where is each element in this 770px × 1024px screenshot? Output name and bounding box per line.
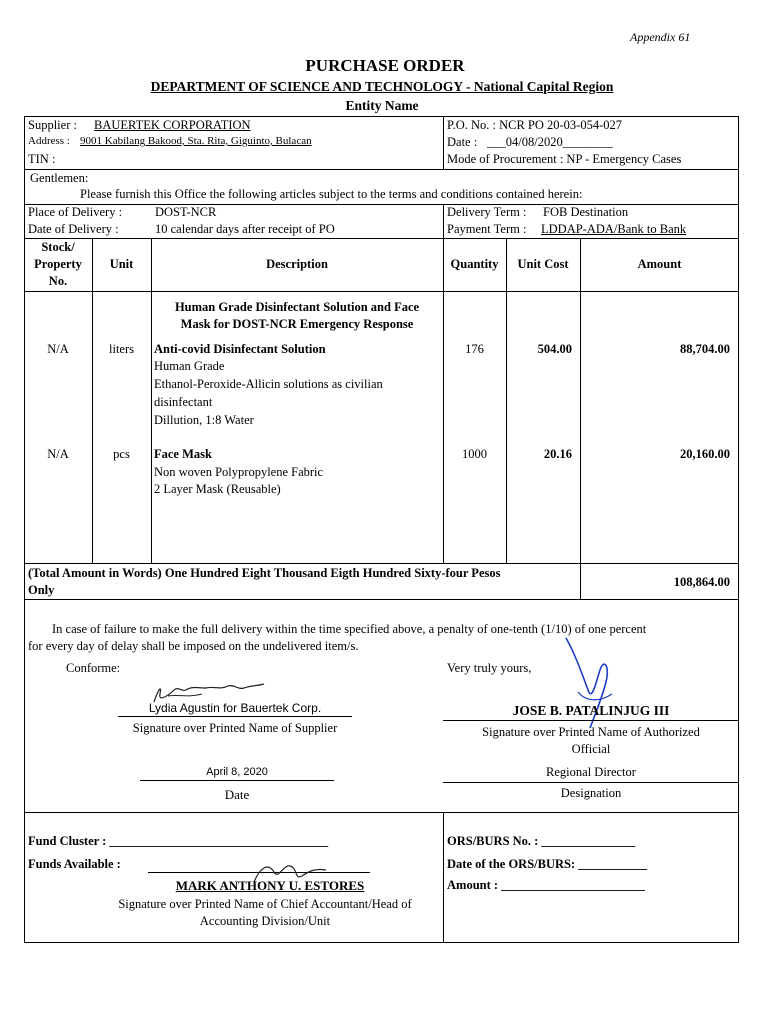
header-description: Description (266, 257, 328, 271)
ors-amount: Amount : _______________________ (447, 878, 645, 892)
supplier-label: Supplier : (28, 118, 77, 132)
payment-term-value: LDDAP-ADA/Bank to Bank (541, 222, 687, 236)
official-name: JOSE B. PATALINJUG III (512, 703, 670, 718)
tin-label: TIN : (28, 152, 56, 166)
penalty-text-1: In case of failure to make the full delivery within the time specified above, a penalty of one-tenth (1/10) of one percent (52, 622, 647, 636)
document-title: PURCHASE ORDER (305, 56, 465, 75)
department-name: DEPARTMENT OF SCIENCE AND TECHNOLOGY - National Capital Region (150, 79, 614, 94)
supplier-address: 9001 Kabilang Bakood, Sta. Rita, Giguinto, Bulacan (80, 135, 312, 147)
accountant-caption-1: Signature over Printed Name of Chief Accountant/Head of (118, 897, 412, 911)
po-date-label: Date : (447, 135, 478, 149)
supplier-printed-name: Lydia Agustin for Bauertek Corp. (148, 701, 322, 715)
item-1-detail: Dillution, 1:8 Water (154, 413, 254, 427)
delivery-term-value: FOB Destination (543, 205, 629, 219)
item-1-unit-cost: 504.00 (537, 342, 572, 356)
item-2-unit-cost: 20.16 (543, 447, 572, 461)
delivery-term-label: Delivery Term : (447, 205, 527, 219)
item-1-stock: N/A (47, 342, 69, 356)
accountant-name: MARK ANTHONY U. ESTORES (175, 878, 365, 893)
item-1-unit: liters (109, 342, 134, 356)
po-number: P.O. No. : NCR PO 20-03-054-027 (447, 118, 623, 132)
accountant-caption-2: Accounting Division/Unit (199, 914, 331, 928)
date-of-delivery-label: Date of Delivery : (28, 222, 119, 236)
description-heading-2: Mask for DOST-NCR Emergency Response (180, 317, 414, 331)
appendix-label: Appendix 61 (630, 30, 691, 44)
funds-available-label: Funds Available : (28, 857, 121, 871)
item-2-amount: 20,160.00 (680, 447, 730, 461)
designation-value: Regional Director (546, 765, 636, 779)
item-2-quantity: 1000 (462, 447, 487, 461)
supplier-date-caption: Date (224, 787, 250, 802)
header-amount: Amount (637, 257, 682, 271)
place-of-delivery-label: Place of Delivery : (28, 205, 123, 219)
item-1-amount: 88,704.00 (680, 342, 730, 356)
supplier-signature-caption: Signature over Printed Name of Supplier (132, 721, 338, 735)
header-stock-1: Stock/ (41, 240, 75, 254)
header-quantity: Quantity (450, 257, 499, 271)
supplier-date-value: April 8, 2020 (206, 766, 268, 778)
header-stock-2: Property (34, 257, 82, 271)
item-2-unit: pcs (113, 447, 130, 461)
item-1-detail: disinfectant (154, 395, 213, 409)
supplier-name: BAUERTEK CORPORATION (94, 118, 251, 132)
description-heading-1: Human Grade Disinfectant Solution and Face (174, 300, 420, 314)
address-label: Address : (28, 135, 70, 147)
instruction-text: Please furnish this Office the following articles subject to the terms and conditions contained herein: (80, 187, 583, 201)
po-date-value: ___04/08/2020________ (487, 135, 613, 149)
official-caption-1: Signature over Printed Name of Authorized (482, 725, 700, 739)
ors-burs-no: ORS/BURS No. : _______________ (447, 834, 636, 848)
item-1-quantity: 176 (465, 342, 484, 356)
entity-name: Entity Name (345, 98, 419, 113)
item-1-name: Anti-covid Disinfectant Solution (154, 342, 326, 356)
official-caption-2: Official (571, 742, 611, 756)
total-in-words-line-1: (Total Amount in Words) One Hundred Eight Thousand Eigth Hundred Sixty-four Pesos (28, 566, 501, 580)
conforme-label: Conforme: (66, 661, 121, 675)
item-2-stock: N/A (47, 447, 69, 461)
date-of-delivery-value: 10 calendar days after receipt of PO (155, 222, 335, 236)
header-unit: Unit (109, 257, 134, 271)
fund-cluster: Fund Cluster : ___________________________________ (28, 834, 329, 848)
procurement-mode: Mode of Procurement : NP - Emergency Cases (447, 152, 682, 166)
payment-term-label: Payment Term : (447, 222, 527, 236)
total-in-words-line-2: Only (28, 583, 55, 597)
item-1-detail: Human Grade (154, 359, 225, 373)
item-1-detail: Ethanol-Peroxide-Allicin solutions as civilian (154, 377, 383, 391)
item-2-name: Face Mask (154, 447, 212, 461)
place-of-delivery-value: DOST-NCR (155, 205, 217, 219)
total-amount: 108,864.00 (673, 575, 730, 589)
ors-burs-date: Date of the ORS/BURS: ___________ (447, 857, 647, 871)
item-2-detail: 2 Layer Mask (Reusable) (154, 482, 281, 496)
penalty-text-2: for every day of delay shall be imposed on the undelivered item/s. (28, 639, 359, 653)
designation-caption: Designation (560, 786, 622, 800)
salutation: Gentlemen: (30, 171, 89, 185)
item-2-detail: Non woven Polypropylene Fabric (154, 465, 324, 479)
header-unit-cost: Unit Cost (517, 257, 569, 271)
very-truly-yours: Very truly yours, (447, 661, 532, 675)
header-stock-3: No. (48, 274, 68, 288)
